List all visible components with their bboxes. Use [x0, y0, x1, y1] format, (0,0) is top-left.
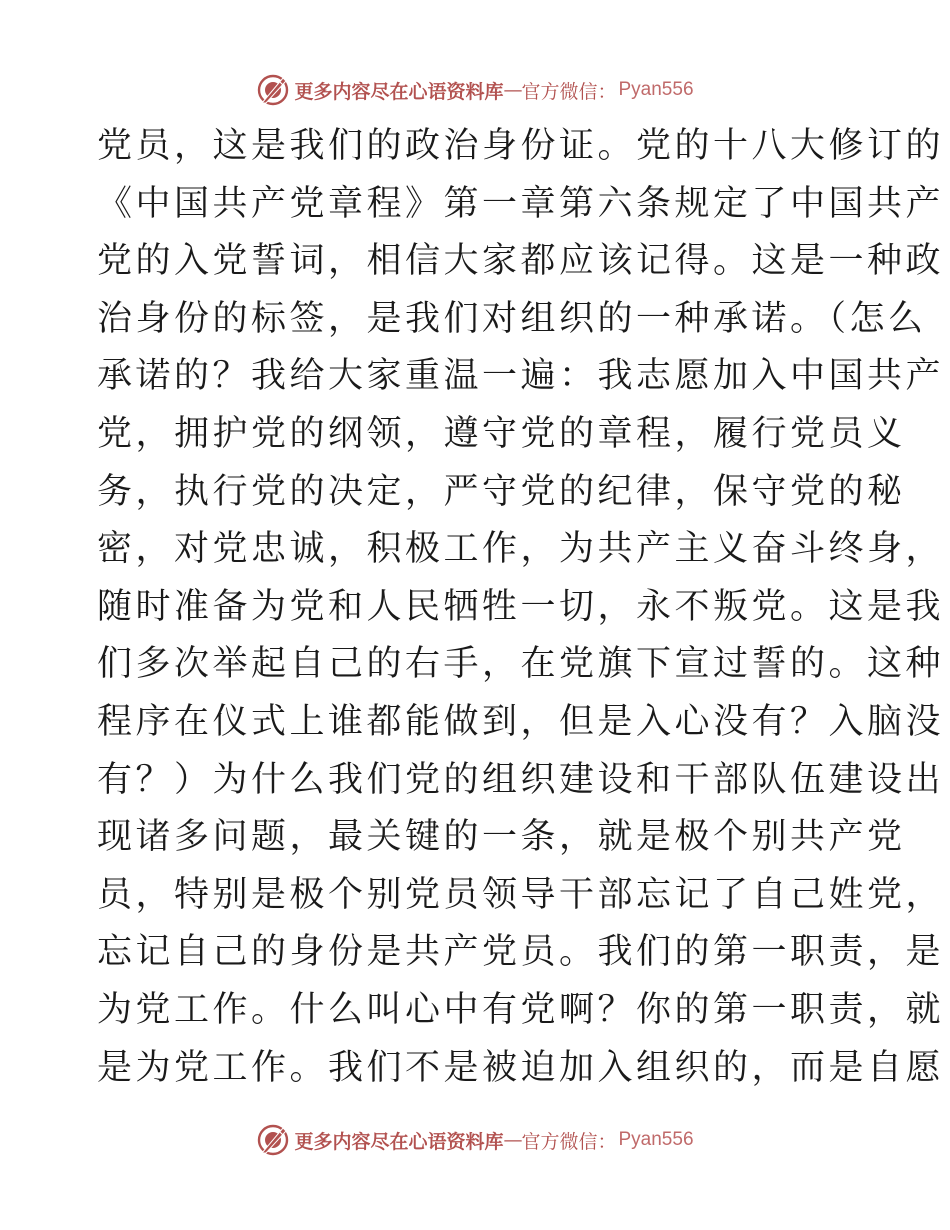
text-line: 程序在仪式上谁都能做到，但是入心没有？入脑没: [97, 701, 945, 742]
footer-banner: [0, 1120, 950, 1160]
text-line: 随时准备为党和人民牺牲一切，永不叛党。这是我: [97, 586, 945, 627]
banner-official-label: 官方微信：: [521, 1130, 617, 1153]
text-line: 党，拥护党的纲领，遵守党的章程，履行党员义: [97, 413, 906, 454]
text-line: 员，特别是极个别党员领导干部忘记了自己姓党，: [97, 874, 945, 915]
banner-separator: —: [503, 1129, 522, 1151]
text-line: 现诸多问题，最关键的一条，就是极个别共产党: [97, 817, 906, 858]
banner-brand-text: 更多内容尽在心语资料库: [294, 1130, 504, 1153]
banner-wechat-id: Pyan556: [618, 79, 694, 100]
text-line: 党员，这是我们的政治身份证。党的十八大修订的: [97, 126, 945, 166]
banner-brand-text: 更多内容尽在心语资料库: [294, 80, 504, 103]
quill-logo-icon: [256, 73, 290, 107]
text-line: 有？）为什么我们党的组织建设和干部队伍建设出: [97, 759, 945, 800]
header-banner: [0, 70, 950, 110]
banner-official-label: 官方微信：: [521, 80, 617, 103]
text-line: 务，执行党的决定，严守党的纪律，保守党的秘: [97, 471, 906, 512]
text-line: 《中国共产党章程》第一章第六条规定了中国共产: [97, 183, 945, 224]
text-line: 们多次举起自己的右手，在党旗下宣过誓的。这种: [97, 644, 945, 685]
text-line: 忘记自己的身份是共产党员。我们的第一职责，是: [97, 932, 945, 973]
quill-logo-icon: [256, 1123, 290, 1157]
text-line: 治身份的标签，是我们对组织的一种承诺。（怎么: [97, 298, 927, 339]
banner-wechat-id: Pyan556: [618, 1129, 694, 1150]
text-line: 党的入党誓词，相信大家都应该记得。这是一种政: [97, 241, 945, 282]
text-line: 密，对党忠诚，积极工作，为共产主义奋斗终身，: [97, 529, 945, 570]
text-line: 承诺的？我给大家重温一遍：我志愿加入中国共产: [97, 356, 945, 397]
text-line: 为党工作。什么叫心中有党啊？你的第一职责，就: [97, 989, 945, 1030]
document-body: [97, 118, 945, 1097]
text-line: 是为党工作。我们不是被迫加入组织的，而是自愿: [97, 1047, 945, 1088]
banner-separator: —: [503, 79, 522, 101]
